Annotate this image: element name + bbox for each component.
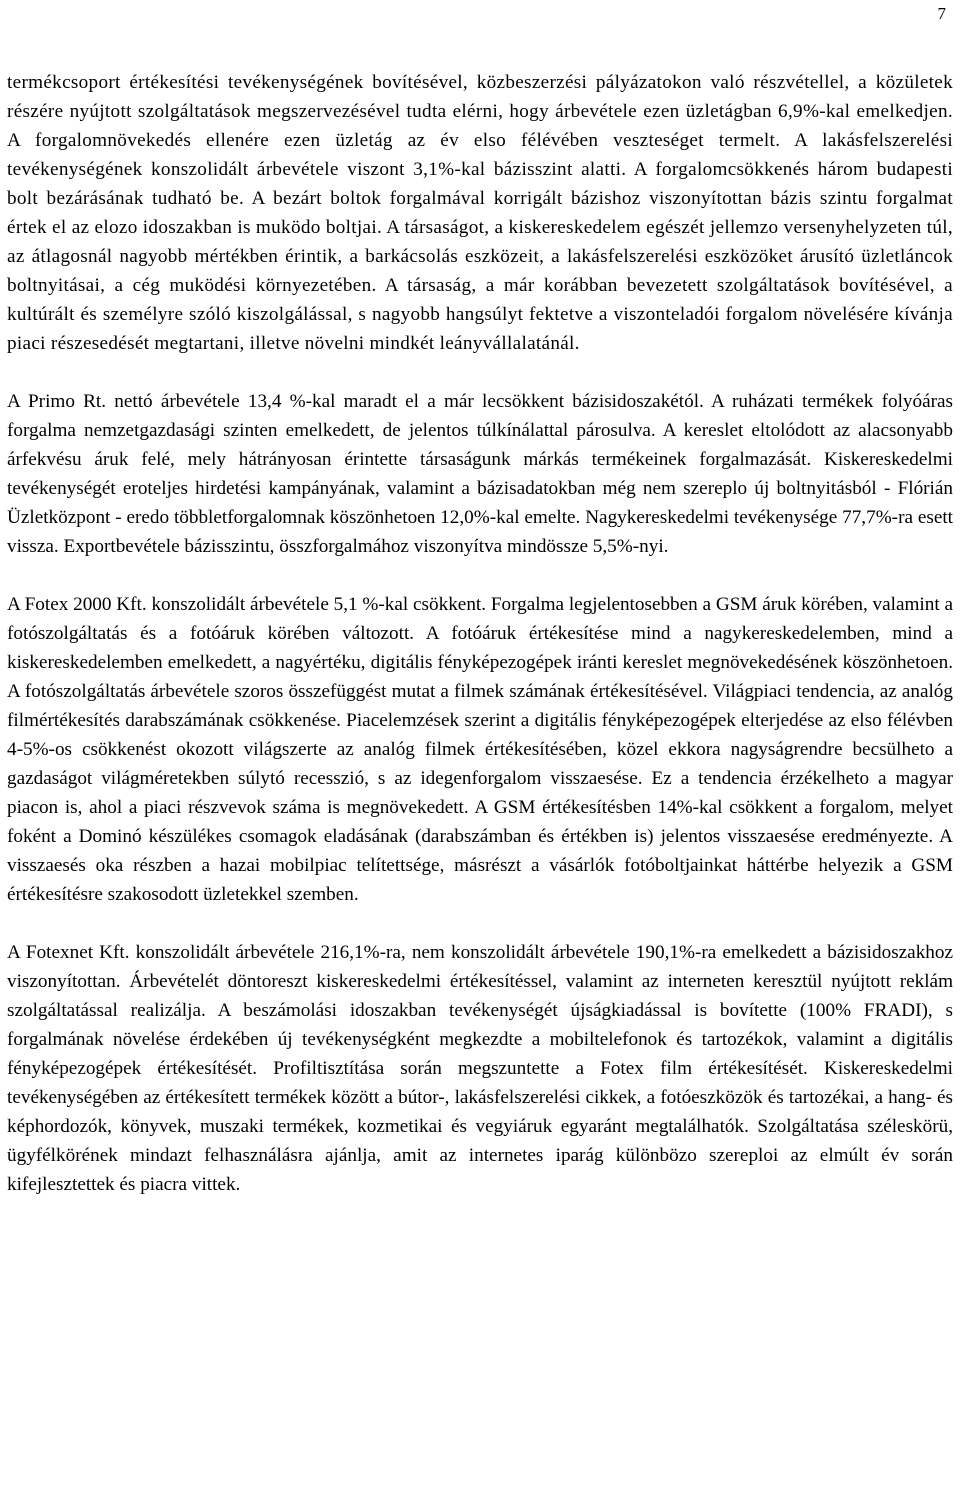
paragraph-primo: A Primo Rt. nettó árbevétele 13,4 %-kal maradt el a már lecsökkent bázisidoszakétól. A ruházati termékek folyóáras forgalma nemzetgazdasági szinten emelkedett, de jelentos túlkínálattal párosulva. A kereslet eltolódott az alacsonyabb árfekvésu áruk felé, mely hátrányosan érintette társaságunk márkás termékeinek forgalmazását. Kiskereskedelmi tevékenységét eroteljes hirdetési kampányának, valamint a bázisadatokban még nem szereplo új boltnyitásból - Flórián Üzletközpont - eredo többletforgalomnak köszönhetoen 12,0%-kal emelte. Nagykereskedelmi tevékenysége 77,7%-ra esett vissza. Exportbevétele bázisszintu, összforgalmához viszonyítva mindössze 5,5%-nyi. <box>7 391 953 557</box>
paragraph-fotex-2000: A Fotex 2000 Kft. konszolidált árbevétele 5,1 %-kal csökkent. Forgalma legjelentosebben a GSM áruk körében, valamint a fotószolgáltatás és a fotóáruk körében változott. A fotóáruk értékesítése mind a nagykereskedelemben, mind a kiskereskedelemben emelkedett, a nagyértéku, digitális fényképezogépek iránti kereslet megnövekedésének köszönhetoen. A fotószolgáltatás árbevétele szoros összefüggést mutat a filmek számának értékesítésével. Világpiaci tendencia, az analóg filmértékesítés darabszámának csökkenése. Piacelemzések szerint a digitális fényképezogépek elterjedése az elso félévben 4-5%-os csökkenést okozott világszerte az analóg filmek értékesítésében, közel ekkora nagyságrendre becsülheto a gazdaságot világméretekben súlytó recesszió, s az idegenforgalom visszaesése. Ez a tendencia érzékelheto a magyar piacon is, ahol a piaci részvevok száma is megnövekedett. A GSM értékesítésben 14%-kal csökkent a forgalom, melyet foként a Dominó készülékes csomagok eladásának (darabszámban és értékben is) jelentos visszaesése eredményezte. A visszaesés oka részben a hazai mobilpiac telítettsége, másrészt a vásárlók fotóboltjainkat háttérbe helyezik a GSM értékesítésre szakosodott üzletekkel szemben. <box>7 594 953 905</box>
paragraph-housing-equipment: termékcsoport értékesítési tevékenységének bovítésével, közbeszerzési pályázatokon való részvétellel, a közületek részére nyújtott szolgáltatások megszervezésével tudta elérni, hogy árbevétele ezen üzletágban 6,9%-kal emelkedjen. A forgalomnövekedés ellenére ezen üzletág az év elso félévében veszteséget termelt. A lakásfelszerelési tevékenységének konszolidált árbevétele viszont 3,1%-kal bázisszint alatti. A forgalomcsökkenés három budapesti bolt bezárásának tudható be. A bezárt boltok forgalmával korrigált bázishoz viszonyítottan bázis szintu forgalmat értek el az elozo idoszakban is muködo boltjai. A társaságot, a kiskereskedelem egészét jellemzo versenyhelyzeten túl, az átlagosnál nagyobb mértékben érintik, a barkácsolás eszközeit, a lakásfelszerelési eszközöket árusító üzletláncok boltnyitásai, a cég muködési környezetében. A társaság, a már korábban bevezetett szolgáltatások bovítésével, a kultúrált és személyre szóló kiszolgálással, s nagyobb hangsúlyt fektetve a viszonteladói forgalom növelésére kívánja piaci részesedését megtartani, illetve növelni mindkét leányvállalatánál. <box>7 72 953 354</box>
page-number: 7 <box>937 4 946 23</box>
document-body <box>7 68 953 1199</box>
paragraph-fotexnet: A Fotexnet Kft. konszolidált árbevétele 216,1%-ra, nem konszolidált árbevétele 190,1%-ra emelkedett a bázisidoszakhoz viszonyítottan. Árbevételét döntoreszt kiskereskedelmi értékesítéssel, valamint az interneten keresztül nyújtott reklám szolgáltatással realizálja. A beszámolási idoszakban tevékenységét újságkiadással is bovítette (100% FRADI), s forgalmának növelése érdekében új tevékenységként megkezdte a mobiltelefonok és tartozékok, valamint a digitális fényképezogépek értékesítését. Profiltisztítása során megszuntette a Fotex film értékesítését. Kiskereskedelmi tevékenységében az értékesített termékek között a bútor-, lakásfelszerelési cikkek, a fotóeszközök és tartozékai, a hang- és képhordozók, könyvek, muszaki termékek, kozmetikai és vegyiáruk egyaránt megtalálhatók. Szolgáltatása széleskörü, ügyfélkörének mindazt felhasználásra ajánlja, amit az internetes iparág különbözo szereploi az elmúlt év során kifejlesztettek és piacra vittek. <box>7 942 953 1195</box>
